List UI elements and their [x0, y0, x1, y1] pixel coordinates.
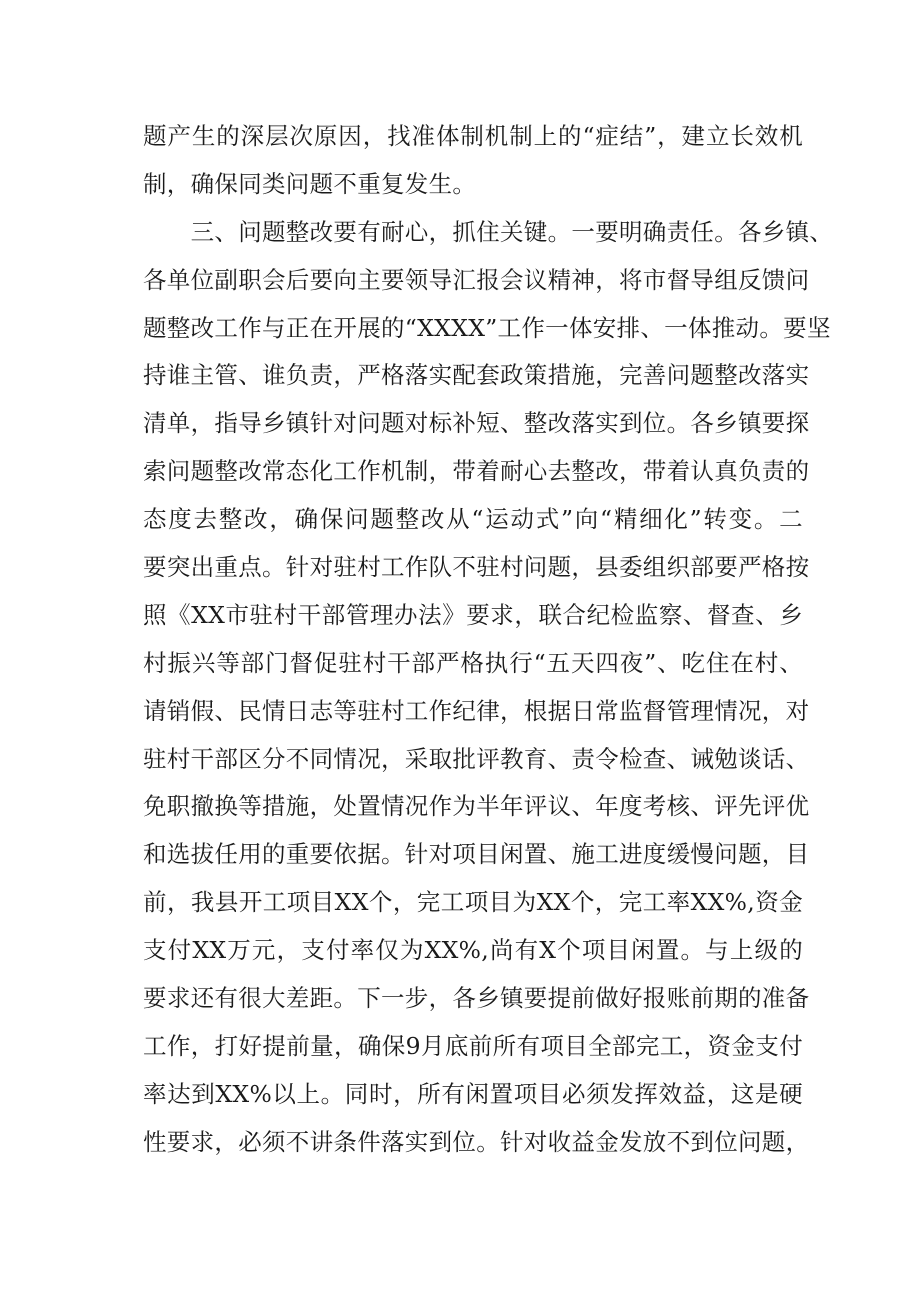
- text-line: 题整改工作与正在开展的“XXXX”工作一体安排、一体推动。要坚: [143, 313, 831, 342]
- text-line: 前，我县开工项目XX个，完工项目为XX个，完工率XX%,资金: [143, 888, 803, 917]
- text-line: 三、问题整改要有耐心，抓住关键。一要明确责任。各乡镇、: [143, 217, 834, 246]
- text-line: 免职撤换等措施，处置情况作为半年评议、年度考核、评先评优: [143, 792, 810, 821]
- text-line: 要突出重点。针对驻村工作队不驻村问题，县委组织部要严格按: [143, 553, 810, 582]
- text-line: 制，确保同类问题不重复发生。: [143, 169, 477, 198]
- text-line: 要求还有很大差距。下一步，各乡镇要提前做好报账前期的准备: [143, 984, 810, 1013]
- text-line: 率达到XX%以上。同时，所有闲置项目必须发挥效益，这是硬: [143, 1079, 803, 1108]
- text-line: 照《XX市驻村干部管理办法》要求，联合纪检监察、督查、乡: [143, 600, 803, 629]
- text-line: 索问题整改常态化工作机制，带着耐心去整改，带着认真负责的: [143, 457, 810, 486]
- text-line: 驻村干部区分不同情况，采取批评教育、责令检查、诫勉谈话、: [143, 744, 810, 773]
- text-line: 题产生的深层次原因，找准体制机制上的“症结”，建立长效机: [143, 122, 803, 150]
- text-line: 村振兴等部门督促驻村干部严格执行“五天四夜”、吃住在村、: [143, 648, 803, 677]
- body-text: [143, 113, 834, 1167]
- text-line: 持谁主管、谁负责，严格落实配套政策措施，完善问题整改落实: [143, 361, 810, 390]
- text-line: 工作，打好提前量，确保9月底前所有项目全部完工，资金支付: [143, 1031, 803, 1060]
- text-line: 支付XX万元，支付率仅为XX%,尚有X个项目闲置。与上级的: [143, 936, 803, 965]
- text-line: 各单位副职会后要向主要领导汇报会议精神，将市督导组反馈问: [143, 265, 810, 294]
- text-line: 清单，指导乡镇针对问题对标补短、整改落实到位。各乡镇要探: [143, 409, 810, 438]
- text-line: 性要求，必须不讲条件落实到位。针对收益金发放不到位问题，: [143, 1127, 810, 1156]
- text-line: 和选拔任用的重要依据。针对项目闲置、施工进度缓慢问题，目: [143, 840, 810, 869]
- text-line: 态度去整改，确保问题整改从“运动式”向“精细化”转变。二: [143, 505, 803, 534]
- text-line: 请销假、民情日志等驻村工作纪律，根据日常监督管理情况，对: [143, 696, 810, 725]
